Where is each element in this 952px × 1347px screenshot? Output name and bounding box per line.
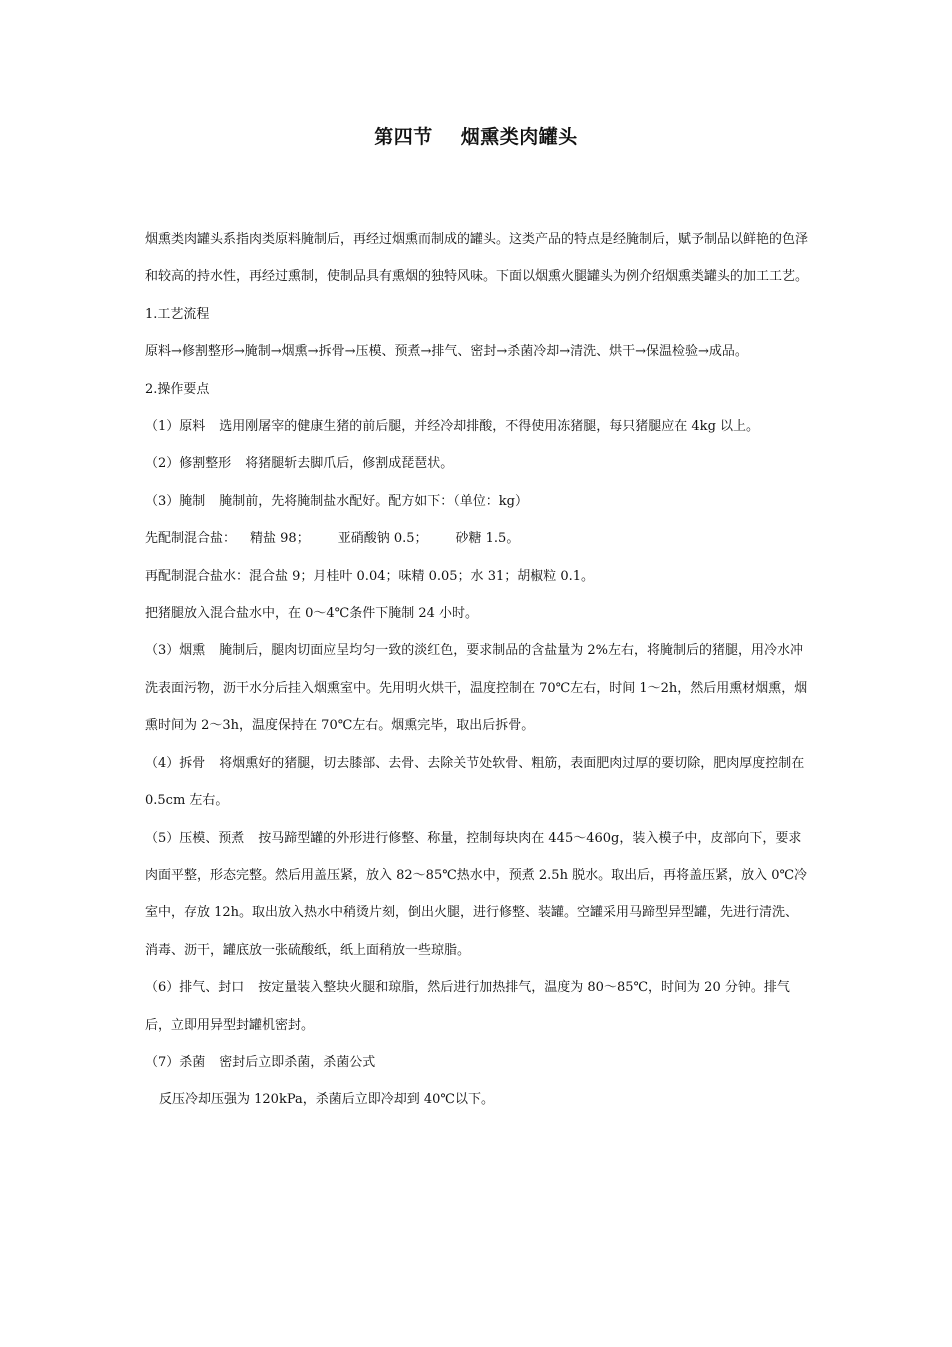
point-text: 选用刚屠宰的健康生猪的前后腿，并经冷却排酸，不得使用冻猪腿，每只猪腿应在 4kg 以上。 xyxy=(219,419,760,435)
point-text: 密封后立即杀菌，杀菌公式 xyxy=(219,1054,376,1070)
point-label: （5）压模、预煮 xyxy=(145,830,245,846)
point-smoking xyxy=(145,632,810,744)
soak-instruction: 把猪腿放入混合盐水中，在 0～4℃条件下腌制 24 小时。 xyxy=(145,606,479,622)
point-label: （4）拆骨 xyxy=(145,755,206,771)
point-deboning xyxy=(145,745,810,820)
point-text: 腌制前，先将腌制盐水配好。配方如下：（单位：kg） xyxy=(219,493,528,509)
formula-item: 亚硝酸钠 0.5； xyxy=(337,531,428,547)
document-body xyxy=(145,221,810,1119)
title-name: 烟熏类肉罐头 xyxy=(460,126,578,148)
point-text: 将猪腿斩去脚爪后，修割成琵琶状。 xyxy=(245,456,454,472)
cooling-paragraph: 反压冷却压强为 120kPa，杀菌后立即冷却到 40℃以下。 xyxy=(159,1092,494,1108)
heading-process-flow: 1.工艺流程 xyxy=(145,306,210,322)
point-label: （2）修割整形 xyxy=(145,456,232,472)
point-text: 将烟熏好的猪腿，切去膝部、去骨、去除关节处软骨、粗筋，表面肥肉过厚的要切除，肥肉厚度控制在 0.5cm 左右。 xyxy=(145,755,805,809)
page-title xyxy=(0,122,952,149)
point-raw-material xyxy=(145,408,810,445)
point-molding-precooking xyxy=(145,820,810,970)
point-text: 腌制后，腿肉切面应呈均匀一致的淡红色，要求制品的含盐量为 2%左右，将腌制后的猪腿，用冷水冲洗表面污物，沥干水分后挂入烟熏室中。先用明火烘干，温度控制在 70℃左右，时间 1～2h，然后用熏材烟熏，烟熏时间为 2～3h，温度保持在 70℃左右。烟熏完毕，取出后拆骨。 xyxy=(145,643,808,734)
title-section: 第四节 xyxy=(374,126,433,148)
point-text: 按定量装入整块火腿和琼脂，然后进行加热排气，温度为 80～85℃，时间为 20 分钟。排气后，立即用异型封罐机密封。 xyxy=(145,980,790,1033)
mixed-salt-formula xyxy=(145,520,810,557)
process-flow-paragraph: 原料→修割整形→腌制→烟熏→拆骨→压模、预煮→排气、密封→杀菌冷却→清洗、烘干→保温检验→成品。 xyxy=(145,344,748,360)
intro-paragraph: 烟熏类肉罐头系指肉类原料腌制后，再经过烟熏而制成的罐头。这类产品的特点是经腌制后，赋予制品以鲜艳的色泽和较高的持水性，再经过熏制，使制品具有熏烟的独特风味。下面以烟熏火腿罐头为例介绍烟熏类罐头的加工工艺。 xyxy=(145,232,809,285)
point-trimming xyxy=(145,445,810,482)
point-label: （3）烟熏 xyxy=(145,643,206,659)
point-sterilization xyxy=(145,1044,810,1081)
heading-key-points: 2.操作要点 xyxy=(145,381,210,397)
point-label: （1）原料 xyxy=(145,419,206,435)
point-exhaust-sealing xyxy=(145,969,810,1044)
formula-label: 先配制混合盐： xyxy=(145,531,237,547)
brine-formula: 再配制混合盐水：混合盐 9；月桂叶 0.04；味精 0.05；水 31；胡椒粒 0.1。 xyxy=(145,568,595,584)
formula-item: 精盐 98； xyxy=(250,531,310,547)
point-text: 按马蹄型罐的外形进行修整、称量，控制每块肉在 445～460g，装入模子中，皮部向下，要求肉面平整，形态完整。然后用盖压紧，放入 82～85℃热水中，预煮 2.5h 脱水。取出后，再将盖压紧，放入 0℃冷室中，存放 12h。取出放入热水中稍烫片刻，倒出火腿，进行修整、装罐。空罐采用马蹄型异型罐，先进行清洗、消毒、沥干，罐底放一张硫酸纸，纸上面稍放一些琼脂。 xyxy=(145,830,808,958)
point-curing xyxy=(145,483,810,520)
point-label: （7）杀菌 xyxy=(145,1054,206,1070)
point-label: （3）腌制 xyxy=(145,493,206,509)
formula-item: 砂糖 1.5。 xyxy=(455,531,520,547)
point-label: （6）排气、封口 xyxy=(145,980,245,996)
